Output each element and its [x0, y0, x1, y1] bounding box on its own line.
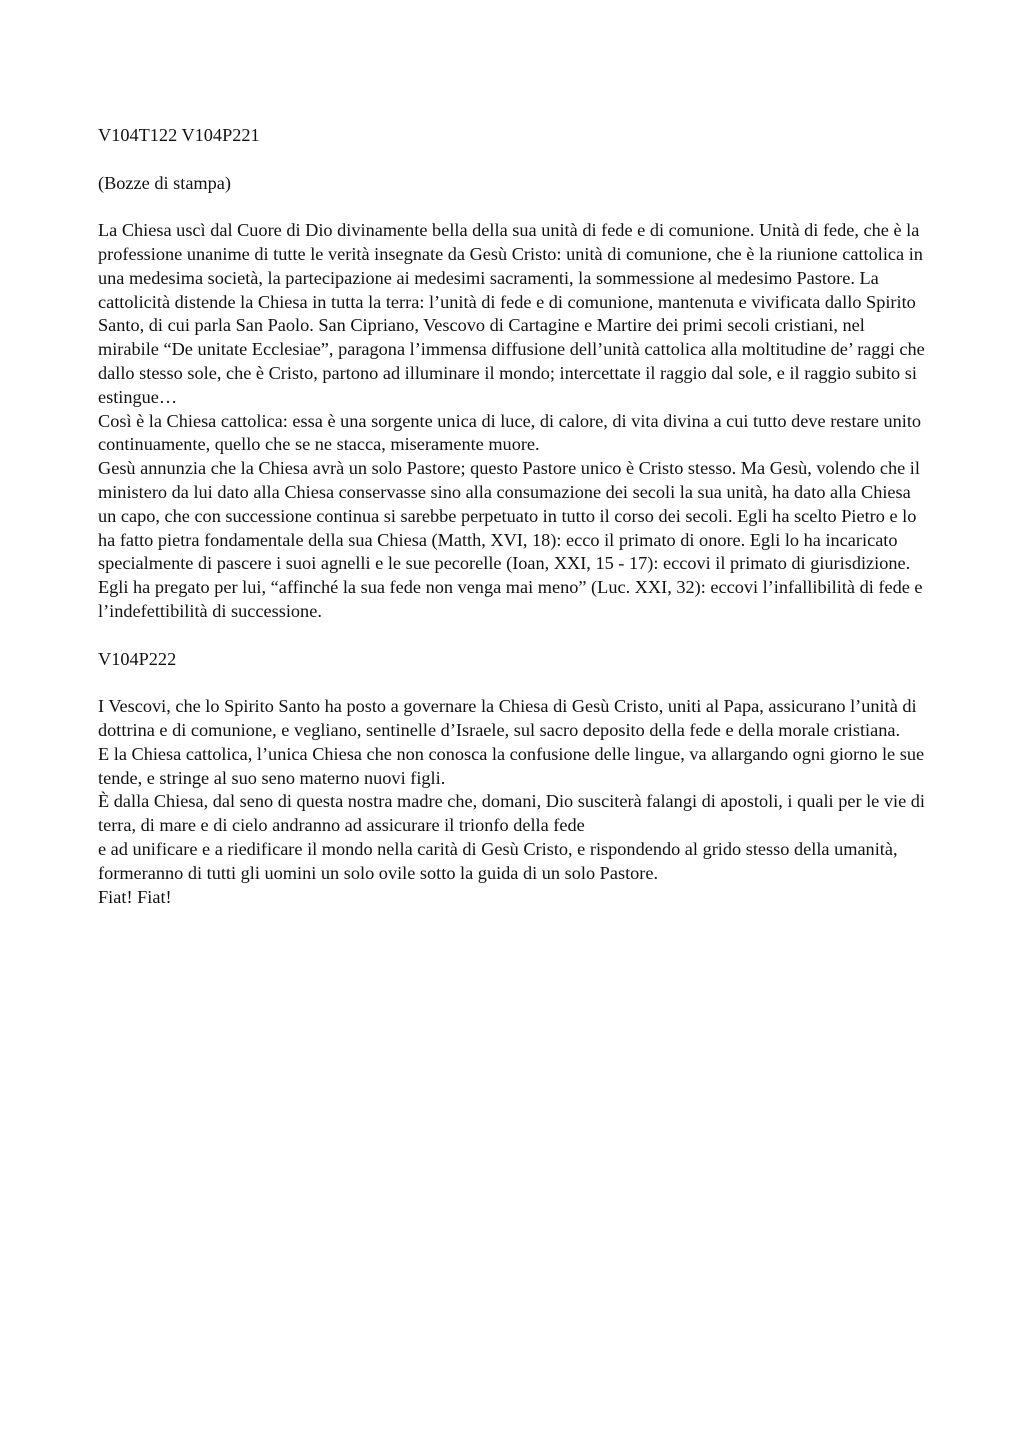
header-codes: V104T122 V104P221 [98, 125, 260, 145]
spacer [98, 195, 930, 219]
spacer [98, 148, 930, 172]
paragraph: Egli ha pregato per lui, “affinché la sua fede non venga mai meno” (Luc. XXI, 32): eccovi l’infallibilità di fede e l’indefettibilità di successione. [98, 577, 923, 621]
spacer [98, 624, 930, 648]
document-page [98, 124, 930, 909]
section-1 [98, 219, 930, 624]
closing-line: Fiat! Fiat! [98, 886, 172, 907]
paragraph: La Chiesa uscì dal Cuore di Dio divinamente bella della sua unità di fede e di comunione. Unità di fede, che è la professione unanime di tutte le verità insegnate da Gesù Cristo: unità di comunione, che è la riunione cattolica in una medesima società, la partecipazione ai medesimi sacramenti, la sommessione al medesimo Pastore. La cattolicità distende la Chiesa in tutta la terra: l’unità di fede e di comunione, mantenuta e vivificata dallo Spirito Santo, di cui parla San Paolo. San Cipriano, Vescovo di Cartagine e Martire dei primi secoli cristiani, nel mirabile “De unitate Ecclesiae”, paragona l’immensa diffusione dell’unità cattolica alla moltitudine de’ raggi che dallo stesso sole, che è Cristo, partono ad illuminare il mondo; intercettate il raggio dal sole, e il raggio subito si estingue… [98, 220, 925, 407]
paragraph: Così è la Chiesa cattolica: essa è una sorgente unica di luce, di calore, di vita divina a cui tutto deve restare unito continuamente, quello che se ne stacca, miseramente muore. [98, 410, 922, 455]
spacer [98, 671, 930, 695]
section-2 [98, 695, 930, 909]
page-marker: V104P222 [98, 648, 177, 669]
subtitle: (Bozze di stampa) [98, 172, 231, 193]
paragraph: Gesù annunzia che la Chiesa avrà un solo Pastore; questo Pastore unico è Cristo stesso. Ma Gesù, volendo che il ministero da lui dato alla Chiesa conservasse sino alla consumazione dei secoli la sua unità, ha dato alla Chiesa un capo, che con successione continua si sarebbe perpetuato in tutto il corso dei secoli. Egli ha scelto Pietro e lo ha fatto pietra fondamentale della sua Chiesa (Matth, XVI, 18): ecco il primato di onore. Egli lo ha incaricato specialmente di pascere i suoi agnelli e le sue pecorelle (Ioan, XXI, 15 - 17): eccovi il primato di giurisdizione. [98, 458, 920, 574]
paragraph: È dalla Chiesa, dal seno di questa nostra madre che, domani, Dio susciterà falangi di apostoli, i quali per le vie di terra, di mare e di cielo andranno ad assicurare il trionfo della fede [98, 791, 925, 836]
paragraph: e ad unificare e a riedificare il mondo nella carità di Gesù Cristo, e rispondendo al grido stesso della umanità, formeranno di tutti gli uomini un solo ovile sotto la guida di un solo Pastore. [98, 838, 898, 883]
paragraph: I Vescovi, che lo Spirito Santo ha posto a governare la Chiesa di Gesù Cristo, uniti al Papa, assicurano l’unità di dottrina e di comunione, e vegliano, sentinelle d’Israele, sul sacro deposito della fede e della morale cristiana. [98, 696, 917, 740]
paragraph: E la Chiesa cattolica, l’unica Chiesa che non conosca la confusione delle lingue, va allargando ogni giorno le sue tende, e stringe al suo seno materno nuovi figli. [98, 743, 925, 788]
